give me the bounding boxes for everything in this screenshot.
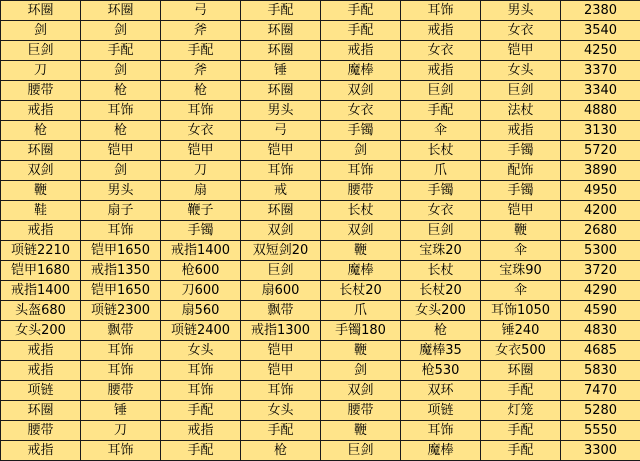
table-row xyxy=(1,421,640,441)
table-cell-item: 巨剑 xyxy=(241,261,321,281)
table-row xyxy=(1,241,640,261)
table-cell-item: 手镯 xyxy=(481,141,561,161)
table-cell-item: 戒指 xyxy=(401,21,481,41)
table-cell-item: 耳饰1050 xyxy=(481,301,561,321)
table-cell-item: 双剑 xyxy=(1,161,81,181)
table-cell-item: 手配 xyxy=(481,381,561,401)
table-cell-value: 2680 xyxy=(561,221,640,241)
table-row xyxy=(1,1,640,21)
table-cell-item: 项链2210 xyxy=(1,241,81,261)
table-cell-item: 巨剑 xyxy=(321,441,401,461)
table-cell-item: 耳饰 xyxy=(401,1,481,21)
table-cell-item: 长杖 xyxy=(401,261,481,281)
table-cell-item: 枪 xyxy=(81,121,161,141)
table-cell-item: 长杖 xyxy=(401,141,481,161)
table-row xyxy=(1,301,640,321)
table-cell-item: 环圈 xyxy=(1,401,81,421)
table-cell-item: 女头 xyxy=(481,61,561,81)
table-cell-item: 戒指1300 xyxy=(241,321,321,341)
table-row xyxy=(1,161,640,181)
table-cell-item: 戒指1400 xyxy=(161,241,241,261)
table-cell-item: 女衣500 xyxy=(481,341,561,361)
table-cell-item: 宝珠20 xyxy=(401,241,481,261)
table-cell-item: 环圈 xyxy=(241,201,321,221)
table-cell-item: 剑 xyxy=(81,21,161,41)
table-cell-value: 5280 xyxy=(561,401,640,421)
table-cell-item: 扇 xyxy=(161,181,241,201)
table-cell-value: 7470 xyxy=(561,381,640,401)
table-cell-item: 铠甲 xyxy=(161,141,241,161)
table-cell-item: 枪 xyxy=(241,441,321,461)
table-cell-value: 3720 xyxy=(561,261,640,281)
table-row xyxy=(1,41,640,61)
table-row xyxy=(1,181,640,201)
table-cell-item: 环圈 xyxy=(81,1,161,21)
table-cell-item: 刀 xyxy=(161,161,241,181)
table-cell-item: 刀 xyxy=(81,421,161,441)
table-cell-item: 女头 xyxy=(241,401,321,421)
table-cell-item: 枪600 xyxy=(161,261,241,281)
table-cell-item: 男头 xyxy=(81,181,161,201)
table-row xyxy=(1,401,640,421)
table-row xyxy=(1,81,640,101)
table-cell-item: 手镯 xyxy=(481,181,561,201)
table-cell-item: 枪 xyxy=(1,121,81,141)
table-cell-item: 弓 xyxy=(161,1,241,21)
table-cell-item: 耳饰 xyxy=(81,341,161,361)
table-cell-item: 魔棒 xyxy=(321,261,401,281)
table-cell-item: 斧 xyxy=(161,21,241,41)
table-cell-item: 双剑 xyxy=(321,381,401,401)
table-row xyxy=(1,121,640,141)
table-cell-item: 耳饰 xyxy=(241,381,321,401)
table-cell-item: 扇560 xyxy=(161,301,241,321)
table-cell-item: 斧 xyxy=(161,61,241,81)
table-cell-item: 铠甲 xyxy=(81,141,161,161)
table-row xyxy=(1,281,640,301)
table-cell-item: 配饰 xyxy=(481,161,561,181)
table-cell-value: 3540 xyxy=(561,21,640,41)
table-cell-item: 伞 xyxy=(481,241,561,261)
table-cell-item: 灯笼 xyxy=(481,401,561,421)
table-cell-item: 环圈 xyxy=(241,81,321,101)
table-cell-value: 5550 xyxy=(561,421,640,441)
table-cell-item: 鞭 xyxy=(1,181,81,201)
table-cell-item: 耳饰 xyxy=(81,221,161,241)
table-cell-item: 爪 xyxy=(401,161,481,181)
table-cell-item: 腰带 xyxy=(81,381,161,401)
table-cell-item: 男头 xyxy=(241,101,321,121)
table-cell-item: 手配 xyxy=(241,421,321,441)
price-table-body xyxy=(1,1,640,461)
table-cell-value: 4250 xyxy=(561,41,640,61)
table-cell-item: 环圈 xyxy=(241,21,321,41)
table-cell-item: 鞭 xyxy=(481,221,561,241)
table-cell-item: 伞 xyxy=(401,121,481,141)
table-cell-item: 锤 xyxy=(241,61,321,81)
table-cell-item: 手配 xyxy=(481,421,561,441)
table-row xyxy=(1,101,640,121)
table-cell-item: 铠甲 xyxy=(241,361,321,381)
table-cell-item: 枪530 xyxy=(401,361,481,381)
table-cell-item: 铠甲1650 xyxy=(81,241,161,261)
table-cell-value: 4590 xyxy=(561,301,640,321)
table-cell-item: 双环 xyxy=(401,381,481,401)
table-cell-item: 环圈 xyxy=(1,1,81,21)
table-cell-item: 枪 xyxy=(81,81,161,101)
table-cell-value: 3370 xyxy=(561,61,640,81)
table-cell-item: 伞 xyxy=(481,281,561,301)
table-cell-value: 3130 xyxy=(561,121,640,141)
table-cell-item: 环圈 xyxy=(241,41,321,61)
table-cell-item: 女衣 xyxy=(401,201,481,221)
table-cell-item: 巨剑 xyxy=(1,41,81,61)
table-cell-value: 5720 xyxy=(561,141,640,161)
table-row xyxy=(1,261,640,281)
table-cell-item: 手镯 xyxy=(321,121,401,141)
table-cell-item: 戒指 xyxy=(1,441,81,461)
table-cell-item: 剑 xyxy=(81,161,161,181)
table-cell-item: 剑 xyxy=(321,141,401,161)
table-cell-item: 魔棒35 xyxy=(401,341,481,361)
table-cell-item: 女衣 xyxy=(161,121,241,141)
table-cell-item: 腰带 xyxy=(1,421,81,441)
table-cell-item: 铠甲 xyxy=(481,41,561,61)
table-cell-item: 戒指 xyxy=(161,421,241,441)
table-cell-item: 剑 xyxy=(1,21,81,41)
table-cell-item: 双短剑20 xyxy=(241,241,321,261)
table-cell-item: 手配 xyxy=(321,21,401,41)
table-cell-item: 手镯180 xyxy=(321,321,401,341)
table-cell-item: 双剑 xyxy=(241,221,321,241)
table-cell-value: 4830 xyxy=(561,321,640,341)
table-cell-item: 长杖20 xyxy=(401,281,481,301)
table-cell-item: 女头200 xyxy=(401,301,481,321)
table-cell-item: 耳饰 xyxy=(241,161,321,181)
table-cell-item: 鞭 xyxy=(321,241,401,261)
table-cell-item: 腰带 xyxy=(321,181,401,201)
table-cell-item: 铠甲 xyxy=(241,341,321,361)
table-cell-item: 戒指 xyxy=(1,341,81,361)
table-row xyxy=(1,441,640,461)
table-cell-item: 飘带 xyxy=(81,321,161,341)
table-cell-item: 法杖 xyxy=(481,101,561,121)
table-cell-item: 女衣 xyxy=(481,21,561,41)
table-cell-item: 手配 xyxy=(321,1,401,21)
table-cell-item: 鞭 xyxy=(321,341,401,361)
table-cell-item: 剑 xyxy=(321,361,401,381)
table-cell-item: 女衣 xyxy=(321,101,401,121)
table-cell-item: 魔棒 xyxy=(401,441,481,461)
table-cell-item: 宝珠90 xyxy=(481,261,561,281)
table-cell-item: 手配 xyxy=(81,41,161,61)
table-cell-item: 魔棒 xyxy=(321,61,401,81)
table-cell-item: 爪 xyxy=(321,301,401,321)
table-row xyxy=(1,21,640,41)
table-cell-item: 铠甲 xyxy=(241,141,321,161)
table-cell-item: 戒指 xyxy=(401,61,481,81)
table-cell-value: 3340 xyxy=(561,81,640,101)
table-cell-item: 扇600 xyxy=(241,281,321,301)
table-cell-item: 手配 xyxy=(401,101,481,121)
table-cell-value: 4290 xyxy=(561,281,640,301)
table-cell-value: 4200 xyxy=(561,201,640,221)
table-cell-value: 3890 xyxy=(561,161,640,181)
table-cell-item: 长杖 xyxy=(321,201,401,221)
table-cell-item: 腰带 xyxy=(1,81,81,101)
table-cell-item: 腰带 xyxy=(321,401,401,421)
table-cell-item: 环圈 xyxy=(481,361,561,381)
table-row xyxy=(1,321,640,341)
table-cell-value: 5830 xyxy=(561,361,640,381)
table-cell-item: 耳饰 xyxy=(81,441,161,461)
table-cell-item: 枪 xyxy=(401,321,481,341)
table-cell-item: 头盔680 xyxy=(1,301,81,321)
table-cell-item: 戒指 xyxy=(1,101,81,121)
table-row xyxy=(1,221,640,241)
table-cell-item: 戒 xyxy=(241,181,321,201)
table-cell-item: 戒指 xyxy=(481,121,561,141)
table-row xyxy=(1,341,640,361)
table-cell-item: 锤240 xyxy=(481,321,561,341)
table-cell-item: 双剑 xyxy=(321,81,401,101)
table-cell-item: 女头200 xyxy=(1,321,81,341)
table-cell-item: 鞭子 xyxy=(161,201,241,221)
table-cell-item: 鞋 xyxy=(1,201,81,221)
table-cell-value: 4950 xyxy=(561,181,640,201)
table-cell-item: 巨剑 xyxy=(401,221,481,241)
table-cell-item: 飘带 xyxy=(241,301,321,321)
table-cell-item: 手配 xyxy=(161,441,241,461)
table-cell-item: 长杖20 xyxy=(321,281,401,301)
table-cell-item: 巨剑 xyxy=(481,81,561,101)
table-row xyxy=(1,141,640,161)
table-cell-item: 剑 xyxy=(81,61,161,81)
table-cell-item: 双剑 xyxy=(321,221,401,241)
table-cell-item: 环圈 xyxy=(1,141,81,161)
table-cell-item: 扇子 xyxy=(81,201,161,221)
table-cell-item: 铠甲1680 xyxy=(1,261,81,281)
table-cell-item: 戒指 xyxy=(321,41,401,61)
table-cell-item: 项链 xyxy=(1,381,81,401)
table-cell-item: 耳饰 xyxy=(321,161,401,181)
table-cell-item: 戒指 xyxy=(1,221,81,241)
table-row xyxy=(1,361,640,381)
table-row xyxy=(1,381,640,401)
table-cell-item: 耳饰 xyxy=(81,361,161,381)
table-cell-item: 手配 xyxy=(161,41,241,61)
table-cell-item: 手镯 xyxy=(161,221,241,241)
table-cell-value: 5300 xyxy=(561,241,640,261)
table-cell-value: 4880 xyxy=(561,101,640,121)
table-cell-item: 枪 xyxy=(161,81,241,101)
table-cell-item: 男头 xyxy=(481,1,561,21)
table-cell-item: 耳饰 xyxy=(161,381,241,401)
table-cell-item: 手配 xyxy=(161,401,241,421)
table-cell-item: 项链2300 xyxy=(81,301,161,321)
table-cell-item: 巨剑 xyxy=(401,81,481,101)
table-cell-item: 手镯 xyxy=(401,181,481,201)
table-cell-item: 锤 xyxy=(81,401,161,421)
table-cell-item: 刀600 xyxy=(161,281,241,301)
table-cell-item: 手配 xyxy=(241,1,321,21)
table-cell-item: 手配 xyxy=(481,441,561,461)
table-cell-item: 戒指1400 xyxy=(1,281,81,301)
table-cell-item: 戒指1350 xyxy=(81,261,161,281)
table-cell-item: 铠甲1650 xyxy=(81,281,161,301)
table-cell-item: 刀 xyxy=(1,61,81,81)
table-cell-item: 弓 xyxy=(241,121,321,141)
table-cell-item: 女衣 xyxy=(401,41,481,61)
table-row xyxy=(1,201,640,221)
table-cell-item: 戒指 xyxy=(1,361,81,381)
table-row xyxy=(1,61,640,81)
table-cell-item: 耳饰 xyxy=(81,101,161,121)
table-cell-item: 鞭 xyxy=(321,421,401,441)
table-cell-item: 耳饰 xyxy=(401,421,481,441)
table-cell-item: 项链 xyxy=(401,401,481,421)
table-cell-item: 耳饰 xyxy=(161,101,241,121)
table-cell-item: 项链2400 xyxy=(161,321,241,341)
table-cell-item: 铠甲 xyxy=(481,201,561,221)
table-cell-value: 4685 xyxy=(561,341,640,361)
table-cell-value: 2380 xyxy=(561,1,640,21)
table-cell-item: 女头 xyxy=(161,341,241,361)
table-cell-value: 3300 xyxy=(561,441,640,461)
table-cell-item: 耳饰 xyxy=(161,361,241,381)
